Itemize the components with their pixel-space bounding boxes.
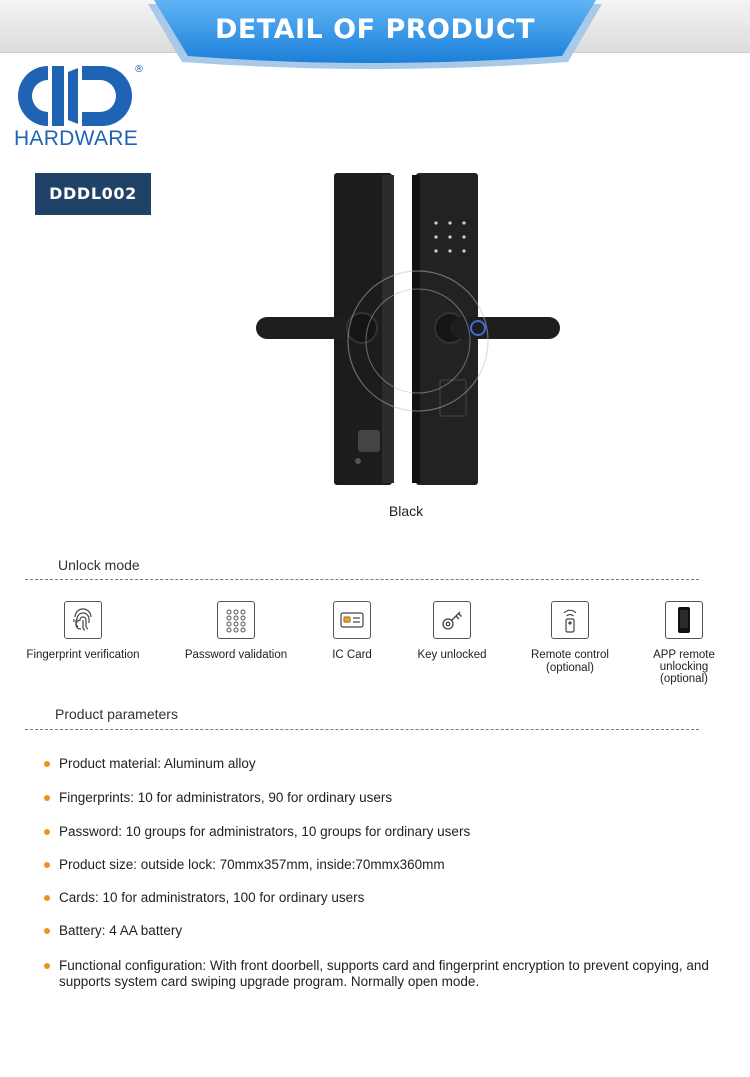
product-parameters-title: Product parameters xyxy=(55,706,178,722)
key-icon xyxy=(433,601,471,639)
brand-name: HARDWARE xyxy=(13,127,139,150)
bullet-dot xyxy=(44,895,50,901)
banner-title: DETAIL OF PRODUCT xyxy=(214,14,536,45)
smartphone-icon xyxy=(665,601,703,639)
unlock-mode-ic-card xyxy=(312,601,392,662)
bullet-dot xyxy=(44,963,50,969)
unlock-mode-title: Unlock mode xyxy=(58,557,140,573)
bullet-dot xyxy=(44,761,50,767)
keypad-icon xyxy=(217,601,255,639)
unlock-mode-label: IC Card xyxy=(332,649,372,661)
unlock-mode-password xyxy=(176,601,296,662)
registered-mark: ® xyxy=(134,64,144,75)
unlock-mode-label: Password validation xyxy=(184,649,288,661)
color-label: Black xyxy=(388,503,424,519)
model-badge: DDDL002 xyxy=(35,173,151,215)
fingerprint-icon xyxy=(64,601,102,639)
remote-control-icon xyxy=(551,601,589,639)
unlock-mode-label: Key unlocked xyxy=(417,649,487,661)
bullet-dot xyxy=(44,928,50,934)
section-divider xyxy=(25,729,699,730)
unlock-mode-key xyxy=(412,601,492,662)
unlock-mode-fingerprint xyxy=(20,601,146,662)
product-image xyxy=(250,165,570,495)
bullet-dot xyxy=(44,862,50,868)
bullet-dot xyxy=(44,829,50,835)
bullet-dot xyxy=(44,795,50,801)
unlock-mode-label: Remote control (optional) xyxy=(531,649,609,674)
unlock-mode-remote xyxy=(520,601,620,675)
unlock-mode-label: Fingerprint verification xyxy=(26,649,140,661)
section-divider xyxy=(25,579,699,580)
ic-card-icon xyxy=(333,601,371,639)
unlock-mode-label: APP remote unlocking (optional) xyxy=(653,649,715,685)
unlock-mode-app xyxy=(644,601,724,685)
